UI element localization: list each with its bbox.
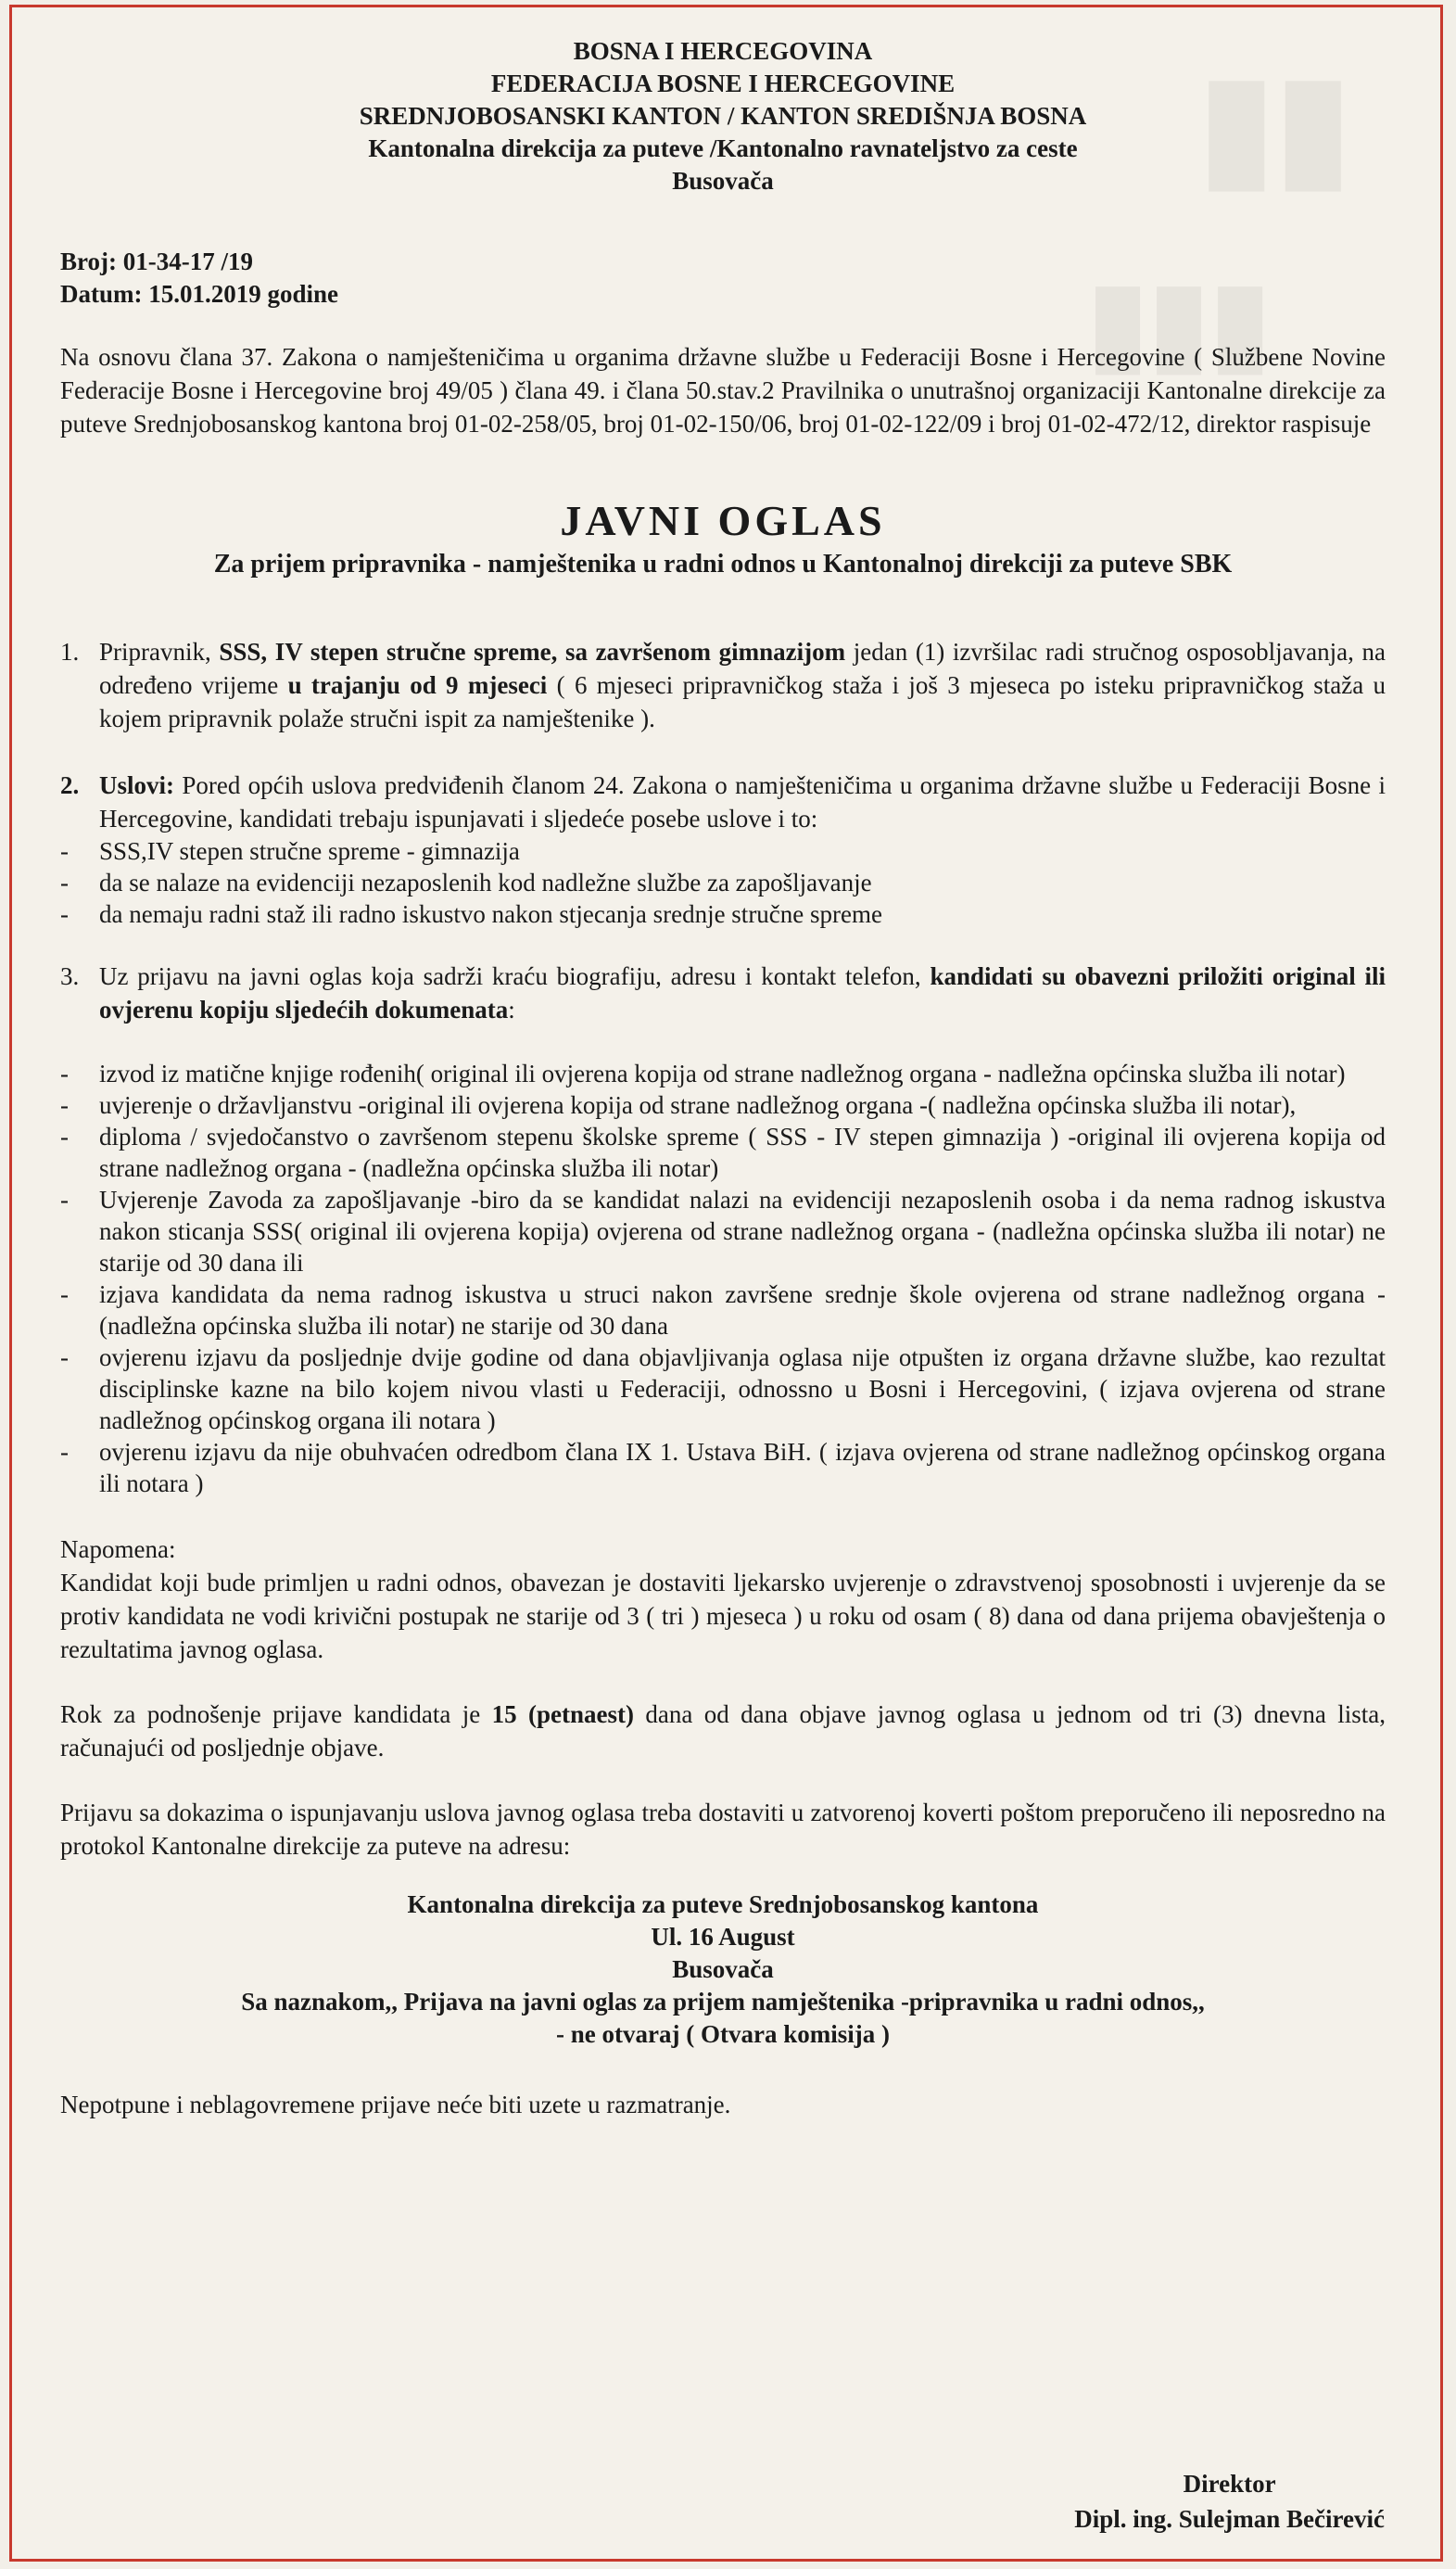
address-line: - ne otvaraj ( Otvara komisija ) <box>556 2020 890 2048</box>
letterhead-city: Busovača <box>672 167 774 195</box>
item-1-number: 1. <box>60 638 80 666</box>
closing-sentence: Nepotpune i neblagovremene prijave neće biti uzete u razmatranje. <box>60 2091 731 2118</box>
note-label: Napomena: <box>60 1535 176 1563</box>
list-item-text: Uvjerenje Zavoda za zapošljavanje -biro da se kandidat nalazi na evidenciji nezaposlenih osoba i da nema radnog iskustva nakon sticanja SSS( original ili ovjerena kopija) ovjerena od strane nadležnog organa - (nadležna općinska služba ili notar) ne starije od 30 dana ili <box>99 1186 1386 1277</box>
notice-content <box>60 35 1386 2121</box>
letterhead-directorate: Kantonalna direkcija za puteve /Kantonalno ravnateljstvo za ceste <box>368 134 1078 162</box>
letterhead-country: BOSNA I HERCEGOVINA <box>573 37 873 65</box>
item-1-bold: SSS, IV stepen stručne spreme, sa završenom gimnazijom <box>219 638 846 666</box>
document-meta <box>60 246 1386 311</box>
document-date: Datum: 15.01.2019 godine <box>60 280 339 308</box>
documents-list <box>60 1058 1386 1499</box>
list-item: - SSS,IV stepen stručne spreme - gimnazija <box>60 835 1386 867</box>
item-2 <box>60 769 1386 835</box>
document-number: Broj: 01-34-17 /19 <box>60 248 253 275</box>
list-item-text: diploma / svjedočanstvo o završenom stepenu školske spreme ( SSS - IV stepen gimnazija ) -original ili ovjerena kopija od strane nadležnog organa - (nadležna općinska služba ili notar) <box>99 1123 1386 1182</box>
item-2-number: 2. <box>60 771 80 799</box>
list-item-text: SSS,IV stepen stručne spreme - gimnazija <box>99 837 520 865</box>
address-block <box>60 1889 1386 2051</box>
item-3-body: Uz prijavu na javni oglas koja sadrži kraću biografiju, adresu i kontakt telefon, <box>99 962 931 990</box>
list-item-text: ovjerenu izjavu da nije obuhvaćen odredbom člana IX 1. Ustava BiH. ( izjava ovjerena od strane nadležnog općinskog organa ili notara ) <box>99 1438 1386 1497</box>
notice-subtitle: Za prijem pripravnika - namještenika u radni odnos u Kantonalnoj direkciji za puteve SBK <box>213 550 1233 579</box>
signature-name: Dipl. ing. Sulejman Bečirević <box>1074 2505 1385 2533</box>
list-item: - uvjerenje o državljanstvu -original ili ovjerena kopija od strane nadležnog organa -( nadležna općinska služba ili notar), <box>60 1089 1386 1121</box>
note-text: Kandidat koji bude primljen u radni odnos, obavezan je dostaviti ljekarsko uvjerenje o zdravstvenoj sposobnosti i uvjerenje da se protiv kandidata ne vodi krivični postupak ne starije od 3 ( tri ) mjeseca ) u roku od osam ( 8) dana od dana prijema obavještenja o rezultatima javnog oglasa. <box>60 1569 1386 1663</box>
list-item-text: izvod iz matične knjige rođenih( original ili ovjerena kopija od strane nadležnog organa - nadležna općinska služba ili notar) <box>99 1060 1346 1087</box>
list-item: - ovjerenu izjavu da nije obuhvaćen odredbom člana IX 1. Ustava BiH. ( izjava ovjerena od strane nadležnog općinskog organa ili notara ) <box>60 1438 1386 1497</box>
deadline-bold: 15 (petnaest) <box>491 1700 634 1728</box>
item-1-part: jedan (1) izvršilac radi stručnog osposobljavanja, na određeno vrijeme <box>99 638 1386 699</box>
conditions-list <box>60 835 1386 930</box>
deadline-part: Rok za podnošenje prijave kandidata je <box>60 1700 492 1728</box>
item-2-body: Pored općih uslova predviđenih članom 24. Zakona o namješteničima u organima državne službe u Federaciji Bosne i Hercegovine, kandidati trebaju ispunjavati i sljedeće posebe uslove i to: <box>99 771 1386 833</box>
item-1-bold: u trajanju od 9 mjeseci <box>287 671 548 699</box>
list-item-text: uvjerenje o državljanstvu -original ili ovjerena kopija od strane nadležnog organa -( nadležna općinska služba ili notar), <box>99 1091 1297 1119</box>
list-item: - da nemaju radni staž ili radno iskustvo nakon stjecanja srednje stručne spreme <box>60 898 1386 930</box>
letterhead <box>60 35 1386 197</box>
note-section <box>60 1532 1386 1666</box>
bleed-through-decoration: ▮▮ <box>1198 49 1352 203</box>
list-item-text: da nemaju radni staž ili radno iskustvo nakon stjecanja srednje stručne spreme <box>99 900 882 928</box>
address-line: Sa naznakom,, Prijava na javni oglas za prijem namještenika -pripravnika u radni odnos,, <box>241 1988 1205 2016</box>
item-3-bold: kandidati su obavezni priložiti original ili ovjerenu kopiju sljedećih dokumenata <box>99 962 1386 1024</box>
item-2-text <box>99 769 1386 835</box>
address-line: Kantonalna direkcija za puteve Srednjobosanskog kantona <box>407 1890 1039 1918</box>
item-3 <box>60 960 1386 1026</box>
list-item: - da se nalaze na evidenciji nezaposlenih kod nadležne službe za zapošljavanje <box>60 867 1386 898</box>
list-item: - Uvjerenje Zavoda za zapošljavanje -biro da se kandidat nalazi na evidenciji nezaposlenih osoba i da nema radnog iskustva nakon sticanja SSS( original ili ovjerena kopija) ovjerena od strane nadležnog organa - (nadležna općinska služba ili notar) ne starije od 30 dana ili <box>60 1186 1386 1277</box>
deadline-part: dana od dana objave javnog oglasa u jednom od tri (3) dnevna lista, računajući od posljednje objave. <box>60 1700 1386 1761</box>
signature-role: Direktor <box>1183 2470 1276 2498</box>
item-3-number: 3. <box>60 962 80 990</box>
list-item-text: ovjerenu izjavu da posljednje dvije godine od dana objavljivanja oglasa nije otpušten iz organa državne službe, kao rezultat disciplinske kazne na bilo kojem nivou vlasti u Federaciji, odnossno u Bosni i Hercegovini, ( izjava ovjerena od strane nadležnog općinskog organa ili notara ) <box>99 1343 1386 1434</box>
list-item: - diploma / svjedočanstvo o završenom stepenu školske spreme ( SSS - IV stepen gimnazija ) -original ili ovjerena kopija od strane nadležnog organa - (nadležna općinska služba ili notar) <box>60 1123 1386 1182</box>
list-item-text: izjava kandidata da nema radnog iskustva u struci nakon završene srednje škole ovjerena od strane nadležnog organa - (nadležna općinska služba ili notar) ne starije od 30 dana <box>99 1280 1386 1340</box>
notice-frame <box>9 5 1443 2562</box>
bleed-through-decoration: ▮▮▮ <box>1087 261 1272 384</box>
item-1-part: ( 6 mjeseci pripravničkog staža i još 3 mjeseca po isteku pripravničkog staža u kojem pripravnik polaže stručni ispit za namještenike ). <box>99 671 1386 732</box>
address-line: Busovača <box>672 1955 774 1983</box>
list-item-text: da se nalaze na evidenciji nezaposlenih kod nadležne službe za zapošljavanje <box>99 869 872 897</box>
notice-title: JAVNI OGLAS <box>560 497 886 544</box>
submission-paragraph: Prijavu sa dokazima o ispunjavanju uslova javnog oglasa treba dostaviti u zatvorenoj koverti poštom preporučeno ili neposredno na protokol Kantonalne direkcije za puteve na adresu: <box>60 1799 1386 1860</box>
list-item: - izvod iz matične knjige rođenih( original ili ovjerena kopija od strane nadležnog organa - nadležna općinska služba ili notar) <box>60 1058 1386 1089</box>
item-2-label: Uslovi: <box>99 771 174 799</box>
list-item: - izjava kandidata da nema radnog iskustva u struci nakon završene srednje škole ovjerena od strane nadležnog organa - (nadležna općinska služba ili notar) ne starije od 30 dana <box>60 1280 1386 1340</box>
deadline-paragraph <box>60 1698 1386 1764</box>
item-3-colon: : <box>508 996 515 1024</box>
letterhead-canton: SREDNJOBOSANSKI KANTON / KANTON SREDIŠNJA BOSNA <box>359 102 1087 130</box>
item-1-part: Pripravnik, <box>99 638 220 666</box>
signature-block <box>1074 2466 1385 2537</box>
letterhead-federation: FEDERACIJA BOSNE I HERCEGOVINE <box>490 70 956 97</box>
intro-paragraph: Na osnovu člana 37. Zakona o namješteničima u organima državne službe u Federaciji Bosne i Hercegovine ( Službene Novine Federacije Bosne i Hercegovine broj 49/05 ) člana 49. i člana 50.stav.2 Pravilnika o unutrašnoj organizaciji Kantonalne direkcije za puteve Srednjobosanskog kantona broj 01-02-258/05, broj 01-02-150/06, broj 01-02-122/09 i broj 01-02-472/12, direktor raspisuje <box>60 343 1386 438</box>
item-1 <box>60 635 1386 735</box>
item-3-text <box>99 960 1386 1026</box>
list-item: - ovjerenu izjavu da posljednje dvije godine od dana objavljivanja oglasa nije otpušten iz organa državne službe, kao rezultat disciplinske kazne na bilo kojem nivou vlasti u Federaciji, odnossno u Bosni i Hercegovini, ( izjava ovjerena od strane nadležnog općinskog organa ili notara ) <box>60 1343 1386 1434</box>
address-line: Ul. 16 August <box>651 1923 795 1951</box>
item-1-text <box>99 635 1386 735</box>
